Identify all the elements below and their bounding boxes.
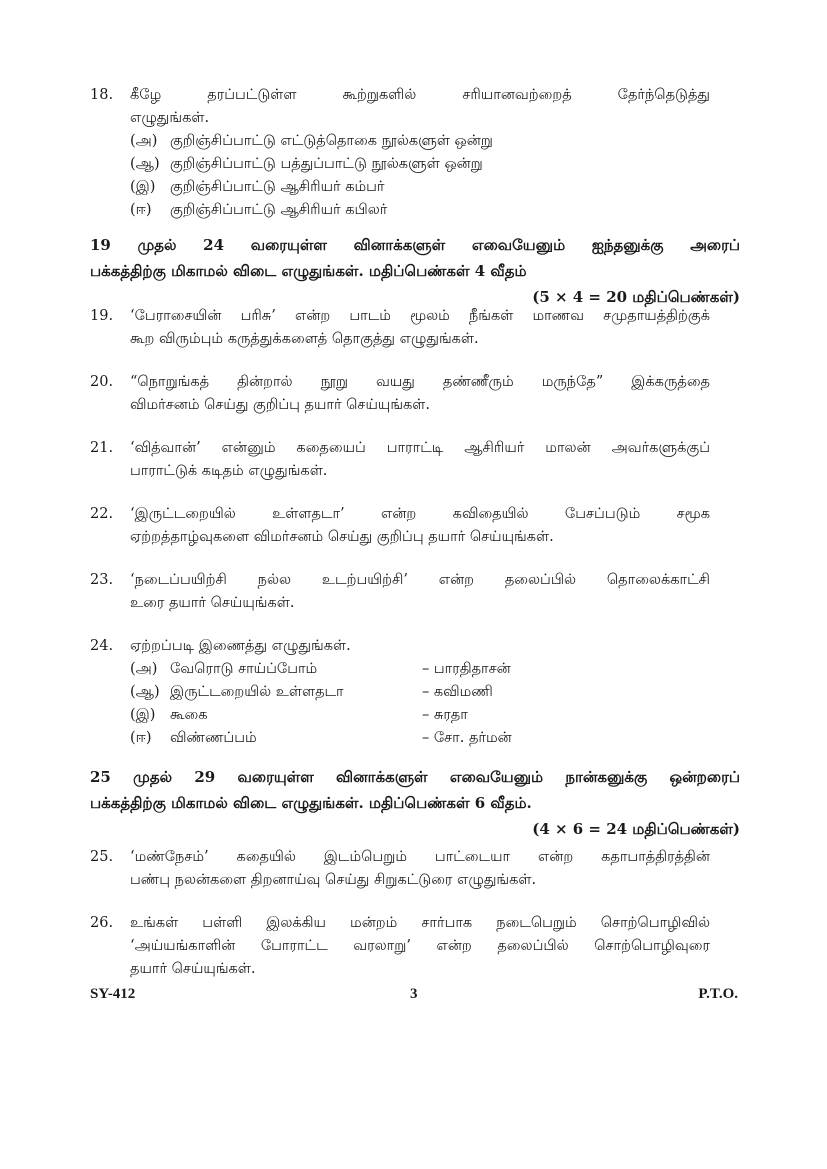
- section-instructions-1: [90, 232, 740, 310]
- question-number: 18.: [90, 87, 114, 103]
- question-text: பண்பு நலன்களை திறனாய்வு செய்து சிறுகட்டுரை எழுதுங்கள்.: [130, 872, 537, 888]
- question-number: 24.: [90, 638, 114, 654]
- question-text: “நொறுங்கத் தின்றால் நூறு வயது தண்ணீரும் மருந்தே” இக்கருத்தை: [130, 374, 710, 390]
- pto-label: P.T.O.: [698, 986, 738, 1002]
- paper-code: SY-412: [90, 986, 136, 1002]
- question-22: [90, 503, 710, 549]
- question-text: பாராட்டுக் கடிதம் எழுதுங்கள்.: [130, 463, 328, 479]
- page-number: 3: [410, 986, 418, 1002]
- question-21: [90, 437, 710, 483]
- question-25: [90, 846, 710, 892]
- question-number: 26.: [90, 915, 114, 931]
- question-text: ‘பேராசையின் பரிசு’ என்ற பாடம் மூலம் நீங்கள் மாணவ சமுதாயத்திற்குக்: [130, 308, 710, 324]
- question-text: விமர்சனம் செய்து குறிப்பு தயார் செய்யுங்கள்.: [130, 397, 430, 413]
- option-d: (ஈ) குறிஞ்சிப்பாட்டு ஆசிரியர் கபிலர்: [130, 202, 388, 218]
- question-24: [90, 635, 710, 750]
- question-18: [90, 84, 710, 222]
- option-a: (அ) குறிஞ்சிப்பாட்டு எட்டுத்தொகை நூல்களுள் ஒன்று: [130, 133, 493, 149]
- question-text: உரை தயார் செய்யுங்கள்.: [130, 595, 295, 611]
- question-number: 22.: [90, 506, 114, 522]
- match-row: (அ) வேரொடு சாய்ப்போம் – பாரதிதாசன்: [130, 661, 511, 677]
- question-text: உங்கள் பள்ளி இலக்கிய மன்றம் சார்பாக நடைபெறும் சொற்பொழிவில்: [130, 915, 710, 931]
- question-number: 23.: [90, 572, 114, 588]
- question-text: கூற விரும்பும் கருத்துக்களைத் தொகுத்து எழுதுங்கள்.: [130, 331, 479, 347]
- question-text: எழுதுங்கள்.: [130, 110, 210, 126]
- match-row: (இ) கூகை – சுரதா: [130, 707, 468, 723]
- question-number: 21.: [90, 440, 114, 456]
- question-text: ‘இருட்டறையில் உள்ளதடா’ என்ற கவிதையில் பேசப்படும் சமூக: [130, 506, 710, 522]
- question-number: 20.: [90, 374, 114, 390]
- instruction-line: 19 முதல் 24 வரையுள்ள வினாக்களுள் எவையேனும் ஐந்தனுக்கு அரைப்: [90, 236, 740, 254]
- question-number: 19.: [90, 308, 114, 324]
- question-text: தயார் செய்யுங்கள்.: [130, 961, 256, 977]
- question-text: ‘அய்யங்காளின் போராட்ட வரலாறு’ என்ற தலைப்பில் சொற்பொழிவுரை: [130, 938, 710, 954]
- section-instructions-2: [90, 764, 740, 842]
- instruction-line: பக்கத்திற்கு மிகாமல் விடை எழுதுங்கள். மதிப்பெண்கள் 6 வீதம்.: [90, 794, 532, 812]
- instruction-line: பக்கத்திற்கு மிகாமல் விடை எழுதுங்கள். மதிப்பெண்கள் 4 வீதம்: [90, 262, 527, 280]
- option-b: (ஆ) குறிஞ்சிப்பாட்டு பத்துப்பாட்டு நூல்களுள் ஒன்று: [130, 156, 483, 172]
- question-23: [90, 569, 710, 615]
- question-text: ‘மண்நேசம்’ கதையில் இடம்பெறும் பாட்டையா என்ற கதாபாத்திரத்தின்: [130, 849, 710, 865]
- question-text: ‘வித்வான்’ என்னும் கதையைப் பாராட்டி ஆசிரியர் மாலன் அவர்களுக்குப்: [130, 440, 710, 456]
- match-row: (ஈ) விண்ணப்பம் – சோ. தர்மன்: [130, 730, 512, 746]
- question-text: ஏற்றப்படி இணைத்து எழுதுங்கள்.: [130, 638, 351, 654]
- section-marks: (4 × 6 = 24 மதிப்பெண்கள்): [532, 820, 740, 838]
- question-text: ஏற்றத்தாழ்வுகளை விமர்சனம் செய்து குறிப்பு தயார் செய்யுங்கள்.: [130, 529, 554, 545]
- question-26: [90, 912, 710, 981]
- question-20: [90, 371, 710, 417]
- question-number: 25.: [90, 849, 114, 865]
- option-c: (இ) குறிஞ்சிப்பாட்டு ஆசிரியர் கம்பர்: [130, 179, 385, 195]
- question-text: ‘நடைப்பயிற்சி நல்ல உடற்பயிற்சி’ என்ற தலைப்பில் தொலைக்காட்சி: [130, 572, 710, 588]
- match-row: (ஆ) இருட்டறையில் உள்ளதடா – கவிமணி: [130, 684, 493, 700]
- instruction-line: 25 முதல் 29 வரையுள்ள வினாக்களுள் எவையேனும் நான்கனுக்கு ஒன்றரைப்: [90, 768, 740, 786]
- question-19: [90, 305, 710, 351]
- question-text: கீழே தரப்பட்டுள்ள கூற்றுகளில் சரியானவற்றைத் தேர்ந்தெடுத்து: [130, 87, 710, 103]
- section-marks: (5 × 4 = 20 மதிப்பெண்கள்): [532, 288, 740, 306]
